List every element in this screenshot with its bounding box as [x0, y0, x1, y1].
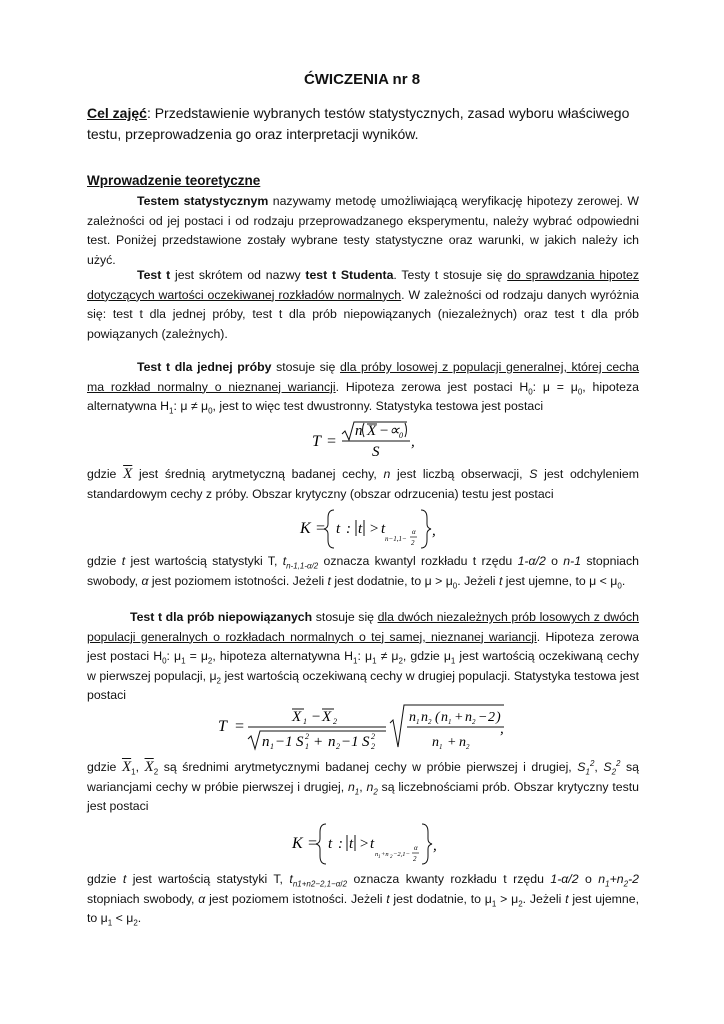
txt: : μ: [166, 649, 182, 664]
s1-var: S: [577, 760, 586, 774]
f2-t3: t: [381, 521, 386, 537]
ttest-text-3: . W zależności od rodzaju danych wyróżnia się: test t dla jednej próby, test t dla prób niepowiązanych (niezależnych) oraz test t dla prób powiązanych (zależnych).: [87, 287, 639, 341]
f1-paren-l: [363, 423, 365, 437]
f4-frac-a: α: [414, 844, 418, 852]
txt: stopniach swobody,: [87, 891, 199, 906]
f2-brace-r: [421, 510, 431, 548]
f1-eq: =: [326, 433, 337, 450]
t-index: n-1,1-α/2: [286, 561, 319, 571]
f2-colon: :: [346, 521, 351, 537]
f3-den-n2: n: [328, 734, 336, 750]
f4-frac-2: 2: [413, 855, 417, 863]
sub: 2: [216, 676, 221, 686]
txt: jest wartością oczekiwaną cechy w pierwszej populacji, μ: [87, 649, 640, 683]
f2-idx: n−1,1−: [385, 535, 407, 543]
f3-r-n2: n: [421, 710, 428, 725]
sub: 1: [450, 656, 456, 666]
f1-S: S: [372, 444, 380, 460]
formula-svg: [300, 506, 450, 552]
f3-comma: ,: [500, 721, 504, 737]
sub: 0: [208, 406, 213, 416]
f3-r-paren: (: [435, 710, 440, 725]
f3-r-s2b: 2: [472, 718, 476, 726]
f3-r-d-s2: 2: [466, 743, 470, 751]
f3-den-S1: S: [296, 734, 304, 750]
aim-paragraph: [87, 103, 639, 145]
f3-r-two: 2: [488, 710, 495, 725]
txt: , hipoteza alternatywna H: [212, 649, 354, 664]
sub: 1: [353, 656, 358, 666]
t-index: 2: [310, 879, 316, 889]
sub: 0: [617, 581, 622, 591]
t-var: t: [289, 872, 293, 886]
f3-X1: X: [292, 709, 302, 725]
f2-t: t: [336, 521, 341, 537]
df: n-1: [563, 554, 582, 568]
f4-idx-2: 2: [390, 855, 393, 860]
t-index: n: [292, 879, 298, 889]
f3-den-sub2b: 2: [371, 742, 375, 751]
txt: jest ujemne, to μ: [87, 891, 639, 926]
n1-var: n: [347, 779, 355, 794]
txt: jest średnią arytmetyczną badanej cechy,: [138, 467, 384, 481]
t-var: t: [327, 573, 331, 588]
df: -2: [628, 872, 639, 886]
one-sample-paragraph: [87, 358, 639, 417]
txt: stopniach swobody,: [87, 554, 639, 588]
f2-eq: =: [315, 520, 326, 537]
txt: stosuje się: [312, 610, 378, 624]
f3-r-d-plus: +: [447, 735, 457, 750]
f1-zero: 0: [399, 431, 403, 440]
two-sample-where-2: gdzie t jest wartością statystyki T, $t_{n1+n2-2,1-\alpha/2}$ oznacza kwanty rozkładu t rzędu 1-α/2 o $n_1+n_2-2$ stopniach swobody, α jest poziomem istotności. Jeżeli t jest dodatnie, to $\mu_1 > \mu_2$. Jeżeli t jest ujemne, to $\mu_1 < \mu_2$.: [87, 872, 639, 928]
s2-var: S: [603, 760, 612, 774]
sub: 2: [398, 656, 403, 666]
sub: 1: [354, 787, 360, 797]
f3-den-plus: +: [313, 734, 324, 750]
n2-var: n: [366, 779, 374, 794]
f4-t3: t: [370, 836, 375, 852]
sub: 0: [528, 387, 533, 397]
f3-den-sq1: 2: [305, 732, 309, 741]
order: 1-α/2: [550, 872, 579, 886]
one-sample-where-2: [87, 552, 639, 591]
intro-paragraph: [87, 192, 639, 270]
txt: o: [578, 872, 599, 886]
txt: > μ: [496, 891, 519, 906]
t-var: t: [386, 891, 390, 906]
txt: .: [621, 573, 626, 588]
f3-sub2: 2: [333, 717, 337, 726]
f3-r-s2: 2: [428, 718, 432, 726]
txt: .: [137, 911, 142, 926]
sub: 2: [373, 787, 378, 797]
ttest-paragraph: [87, 266, 639, 344]
txt: . Hipoteza zerowa jest postaci H: [87, 629, 639, 664]
f2-frac-2: 2: [411, 539, 415, 547]
txt: = μ: [185, 649, 208, 664]
f1-alpha: ∝: [389, 423, 400, 439]
ttest-bold-1: Test t: [137, 268, 171, 282]
f2-brace-l: [324, 510, 334, 548]
txt: ≠ μ: [376, 649, 399, 664]
sub: 1: [181, 656, 186, 666]
f3-r-d-n1: n: [432, 735, 439, 750]
txt: oznacza kwantyl rozkładu t rzędu: [318, 554, 518, 568]
sub: 2: [133, 918, 138, 928]
txt: o: [545, 554, 564, 568]
aim-label: Cel zajęć: [87, 105, 147, 121]
f3-r-s1b: 1: [448, 718, 452, 726]
one-sample-text-2: . Hipoteza zerowa jest postaci H: [335, 379, 529, 394]
sub: 1: [169, 406, 174, 416]
f4-idx-1: 1: [378, 855, 381, 860]
df: n: [616, 872, 624, 886]
sub: 2: [623, 879, 629, 889]
txt: jest poziomem istotności. Jeżeli: [148, 573, 328, 588]
f3-r-plus: +: [454, 710, 464, 725]
one-sample-where: [87, 465, 639, 504]
f3-minus: −: [311, 709, 322, 725]
sub: 2: [153, 767, 159, 777]
sup: 2: [616, 758, 621, 768]
section-heading: Wprowadzenie teoretyczne: [87, 173, 261, 188]
txt: jest dodatnie, to μ: [389, 891, 492, 906]
one-sample-text-1: stosuje się: [271, 360, 341, 374]
x1-bar: $\overline{X}$: [121, 759, 132, 775]
txt: : μ: [357, 649, 373, 664]
two-sample-underline: dla dwóch niezależnych prób losowych z dwóch populacji generalnych o rozkładach normalnych o tej samej, nieznanej wariancji: [87, 610, 639, 644]
formula-svg: [292, 820, 442, 868]
f4-colon: :: [338, 836, 343, 852]
f2-frac-a: α: [412, 528, 416, 536]
f4-eq: =: [307, 835, 318, 852]
f4-idx-n2: +n: [381, 851, 389, 858]
txt: gdzie: [87, 872, 123, 886]
f3-r-d-n2: n: [459, 735, 466, 750]
f2-gt: >: [369, 521, 380, 537]
two-sample-bold: Test t dla prób niepowiązanych: [130, 610, 313, 624]
sup: 2: [589, 758, 595, 768]
t-var: t: [282, 554, 287, 568]
f3-den-m2: −1: [341, 734, 359, 750]
ttest-text-2: . Testy t stosuje się: [393, 268, 508, 282]
f1-n: n: [355, 423, 363, 439]
sub: 0: [577, 387, 583, 397]
t-index: α: [335, 879, 341, 889]
t-index: 1: [297, 879, 302, 889]
s-var: S: [529, 467, 538, 481]
order: 1-α/2: [517, 554, 546, 568]
sub: 2: [611, 767, 617, 777]
intro-bold: Testem statystycznym: [137, 194, 269, 208]
txt: jest wartością oczekiwaną cechy w drugiej populacji. Statystyka testowa jest postaci: [87, 668, 639, 703]
t-var: t: [121, 554, 126, 568]
f4-K: K: [292, 835, 303, 852]
f4-brace-l: [316, 824, 326, 864]
f1-comma: ,: [411, 434, 415, 450]
txt: są wariancjami cechy w próbie pierwszej i drugiej,: [87, 760, 639, 794]
two-sample-where: [87, 758, 639, 817]
f4-gt: >: [359, 836, 370, 852]
txt: ,: [135, 760, 145, 774]
page-title: ĆWICZENIA nr 8: [303, 71, 421, 88]
formula-k-one-sample: [300, 506, 450, 552]
f3-den-sq2: 2: [371, 732, 375, 741]
txt: jest wartością statystyki T,: [126, 872, 290, 886]
f4-t2: t: [349, 836, 354, 852]
txt: ,: [359, 779, 367, 794]
f3-r-s1: 1: [416, 718, 420, 726]
txt: są średnimi arytmetycznymi badanej cechy w próbie pierwszej i drugiej,: [158, 760, 578, 774]
f3-r-n2b: n: [465, 710, 472, 725]
alpha: α: [141, 573, 149, 588]
one-sample-bold: Test t dla jednej próby: [137, 360, 272, 374]
f3-r-n1: n: [409, 710, 416, 725]
f4-comma: ,: [433, 838, 437, 854]
txt: oznacza kwanty rozkładu t rzędu: [347, 872, 551, 886]
f3-r-n1b: n: [441, 710, 448, 725]
one-sample-text-3: : μ = μ: [532, 379, 578, 394]
txt: < μ: [112, 911, 134, 926]
txt: jest liczbą obserwacji,: [390, 467, 530, 481]
sub: 0: [162, 656, 167, 666]
f4-brace-r: [422, 824, 432, 864]
f3-r-minus: −: [478, 710, 488, 725]
f1-X: X: [367, 423, 377, 439]
txt: jest dodatnie, to μ > μ: [330, 573, 453, 588]
f3-den-sub2: 2: [336, 742, 340, 751]
f2-t2: t: [358, 521, 363, 537]
f3-T: T: [218, 718, 227, 735]
f2-comma: ,: [432, 523, 436, 539]
sub: 1: [107, 918, 113, 928]
t-index: 2: [342, 879, 348, 889]
f3-den-sub1b: 1: [305, 742, 309, 751]
f2-K: K: [300, 520, 311, 537]
txt: jest ujemne, to μ < μ: [502, 573, 618, 588]
sub: 1: [131, 767, 136, 777]
x-bar-inline: $\overline{X}$: [123, 466, 133, 482]
f3-den-S2: S: [362, 734, 370, 750]
f1-T: T: [312, 433, 321, 450]
f3-sub1: 1: [303, 717, 307, 726]
txt: . Jeżeli: [457, 573, 499, 588]
ttest-bold-2: test t Studenta: [305, 268, 394, 282]
x2-bar: $\overline{X}$: [144, 759, 154, 775]
f3-den-m1: −1: [275, 734, 293, 750]
intro-text: nazywamy metodę umożliwiającą weryfikację hipotezy zerowej. W zależności od jej postaci i od rodzaju przeprowadzanego eksperymentu, należy wybrać odpowiedni test. Poniżej przedstawione zostały wybrane testy statystyczne oraz warunki, w jakich należy ich użyć.: [87, 194, 639, 267]
f4-idx-n: n: [375, 851, 379, 858]
formula-t-one-sample: [312, 420, 452, 462]
sub: 1: [605, 879, 610, 889]
txt: , gdzie μ: [402, 649, 451, 664]
formula-t-two-sample: [218, 703, 518, 755]
where-word: gdzie: [87, 467, 117, 481]
sub: 2: [518, 899, 523, 909]
formula-svg: [312, 420, 452, 462]
f1-minus: −: [379, 423, 390, 439]
one-sample-text-5: : μ ≠ μ: [173, 399, 209, 414]
f4-t: t: [328, 836, 333, 852]
f3-den-n1: n: [262, 734, 270, 750]
txt: . Jeżeli: [522, 891, 566, 906]
sub: 1: [491, 899, 497, 909]
ttest-underline: do sprawdzania hipotez dotyczących wartości oczekiwanej rozkładów normalnych: [87, 268, 640, 302]
f4-idx-rest: −2,1−: [393, 851, 410, 858]
txt: gdzie: [87, 760, 122, 774]
f3-r-paren-close: ): [496, 710, 501, 725]
one-sample-text-4: , hipoteza alternatywna H: [87, 379, 639, 414]
one-sample-text-6: , jest to więc test dwustronny. Statystyka testowa jest postaci: [212, 399, 544, 414]
sub: 1: [372, 656, 377, 666]
txt: jest wartością statystyki T,: [125, 554, 283, 568]
t-var: t: [122, 872, 127, 886]
f1-paren-r: [405, 423, 407, 437]
f3-X2: X: [322, 709, 332, 725]
txt: są liczebnościami prób. Obszar krytyczny testu jest postaci: [87, 779, 640, 814]
f3-eq: =: [234, 718, 245, 735]
two-sample-paragraph: [87, 608, 639, 706]
df: n: [598, 872, 606, 886]
formula-k-two-sample: [292, 820, 442, 868]
txt: ,: [594, 760, 604, 774]
t-var: t: [498, 573, 503, 588]
t-var: t: [565, 891, 569, 906]
txt: jest odchyleniem standardowym cechy z próby. Obszar krytyczny (obszar odrzucenia) testu jest postaci: [87, 467, 639, 501]
txt: gdzie: [87, 554, 122, 568]
t-index: +n: [301, 879, 311, 889]
ttest-text-1: jest skrótem od nazwy: [170, 268, 306, 282]
n-var: n: [383, 467, 391, 481]
one-sample-underline: dla próby losowej z populacji generalnej, której cecha ma rozkład normalny o nieznanej wariancji: [87, 360, 640, 394]
sub: 1: [585, 767, 590, 777]
formula-svg: [218, 703, 518, 755]
t-index: −2,1−: [315, 879, 336, 889]
txt: jest poziomem istotności. Jeżeli: [205, 891, 387, 906]
f3-den-sub1: 1: [270, 742, 274, 751]
alpha: α: [198, 891, 206, 906]
aim-text: : Przedstawienie wybranych testów statystycznych, zasad wyboru właściwego testu, przeprowadzenia go oraz interpretacji wyników.: [87, 105, 630, 142]
f3-r-d-s1: 1: [439, 743, 443, 751]
sub: 2: [207, 656, 213, 666]
sub: 0: [452, 581, 458, 591]
